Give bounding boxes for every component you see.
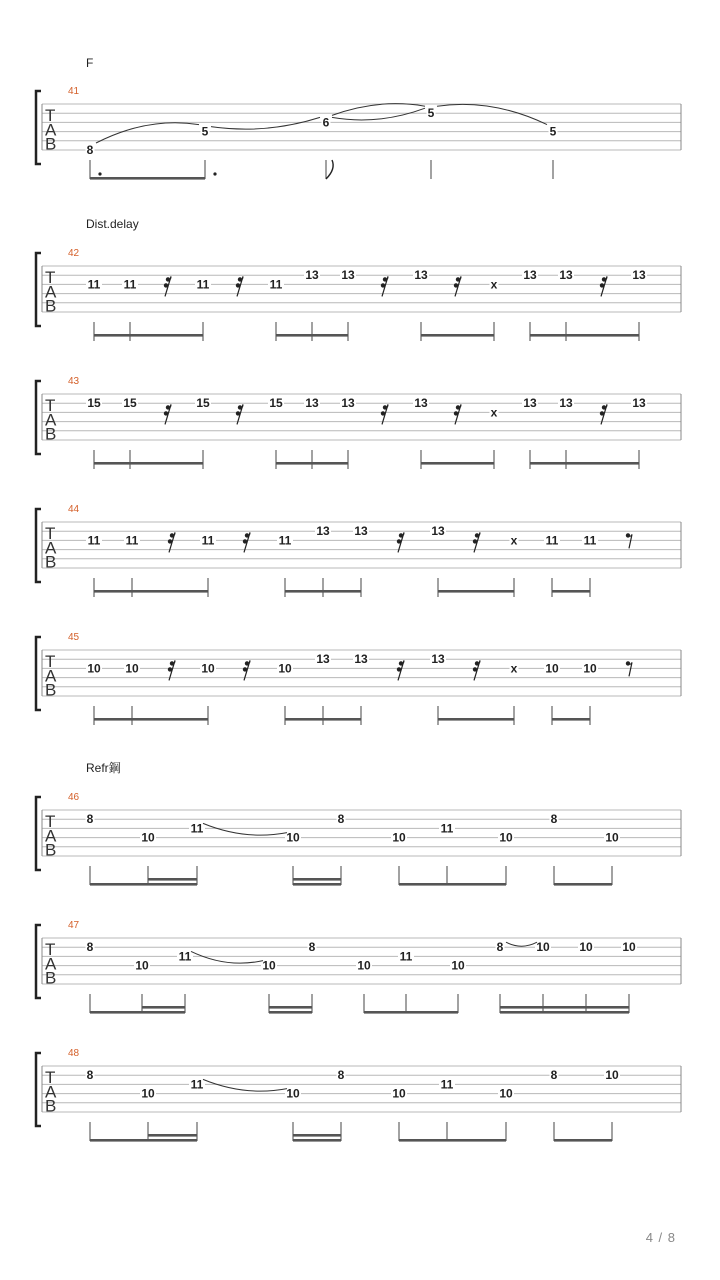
fret-number: 11 [87, 533, 101, 548]
beam [552, 590, 590, 593]
fret-number: 6 [322, 115, 330, 130]
beam [399, 1139, 506, 1142]
fret-number: 10 [605, 1068, 619, 1083]
tab-clef-letter: B [45, 134, 57, 154]
system-bracket [36, 925, 41, 998]
fret-number: 13 [316, 524, 330, 539]
fret-number: 10 [125, 661, 139, 676]
fret-number: 8 [86, 143, 94, 157]
fret-number: 13 [341, 268, 355, 283]
tab-clef-letter: B [45, 680, 57, 700]
tab-clef-letter: A [45, 538, 57, 558]
beam [530, 334, 639, 337]
tab-clef-letter: A [45, 1082, 57, 1102]
tab-system [36, 1048, 681, 1142]
fret-number: 10 [357, 958, 371, 973]
fret-number: 11 [440, 1077, 454, 1092]
system-bracket [36, 1053, 41, 1126]
tie-slur [506, 942, 537, 946]
tab-clef-letter: T [45, 268, 56, 287]
fret-number: 11 [125, 533, 139, 548]
note-flag [326, 160, 333, 179]
fret-number: 8 [550, 812, 558, 827]
fret-number: 13 [632, 268, 646, 283]
fret-number: 10 [536, 940, 550, 955]
tab-clef-letter: A [45, 120, 57, 140]
tab-clef-letter: A [45, 826, 57, 846]
fret-number: 5 [201, 124, 209, 139]
measure-number: 48 [68, 1048, 80, 1059]
beam [438, 718, 514, 721]
fret-number: 10 [135, 958, 149, 973]
fret-number: 15 [123, 396, 137, 411]
tab-clef-letter: T [45, 940, 56, 959]
beam [554, 883, 612, 886]
beam [148, 1134, 197, 1137]
fret-number: 13 [305, 396, 319, 411]
beam [269, 1011, 312, 1014]
fret-number: 8 [86, 812, 94, 827]
beam [552, 718, 590, 721]
fret-number: 10 [605, 830, 619, 845]
fret-number: 8 [337, 1068, 345, 1083]
fret-number: 15 [269, 396, 283, 411]
tab-clef-letter: B [45, 552, 57, 572]
page-number: 4 / 8 [645, 1230, 676, 1245]
beam [293, 1134, 341, 1137]
tab-clef-letter: B [45, 968, 57, 988]
fret-number: 10 [286, 830, 300, 845]
fret-number: 11 [87, 277, 101, 292]
fret-number: x [490, 405, 498, 420]
fret-number: 10 [141, 830, 155, 845]
beam [94, 718, 208, 721]
fret-number: 13 [632, 396, 646, 411]
beam [421, 334, 494, 337]
fret-number: 13 [431, 524, 445, 539]
tab-system [36, 217, 681, 341]
beam [142, 1006, 185, 1009]
system-bracket [36, 381, 41, 454]
tab-clef-letter: T [45, 106, 56, 125]
system-bracket [36, 91, 41, 164]
beam [500, 1011, 629, 1014]
measure-number: 47 [68, 920, 80, 931]
beam [90, 1139, 197, 1142]
fret-number: 8 [337, 812, 345, 827]
beam [293, 883, 341, 886]
tab-clef-letter: B [45, 840, 57, 860]
fret-number: 11 [278, 533, 292, 548]
dot [213, 172, 216, 175]
beam [530, 462, 639, 465]
fret-number: 8 [86, 940, 94, 955]
fret-number: 10 [392, 830, 406, 845]
section-label: Dist.delay [86, 217, 139, 231]
system-bracket [36, 253, 41, 326]
tab-system [36, 376, 681, 469]
fret-number: 13 [305, 268, 319, 283]
fret-number: 11 [196, 277, 210, 292]
tab-clef-letter: T [45, 1068, 56, 1087]
beam [364, 1011, 458, 1014]
section-label: F [86, 56, 94, 70]
tab-clef-letter: T [45, 652, 56, 671]
fret-number: 11 [545, 533, 559, 548]
tab-clef-letter: A [45, 282, 57, 302]
tie-slur [191, 951, 263, 963]
tie-slur [211, 117, 320, 129]
tab-clef-letter: B [45, 1096, 57, 1116]
fret-number: 10 [579, 940, 593, 955]
fret-number: 15 [87, 396, 101, 411]
tab-clef-letter: T [45, 396, 56, 415]
measure-number: 43 [68, 376, 80, 387]
fret-number: 10 [286, 1086, 300, 1101]
fret-number: 10 [87, 661, 101, 676]
beam [94, 334, 203, 337]
fret-number: 8 [86, 1068, 94, 1083]
fret-number: 13 [523, 396, 537, 411]
system-bracket [36, 509, 41, 582]
fret-number: 13 [523, 268, 537, 283]
beam [293, 878, 341, 881]
fret-number: 13 [431, 652, 445, 667]
fret-number: 13 [341, 396, 355, 411]
fret-number: 11 [269, 277, 283, 292]
measure-number: 42 [68, 248, 80, 259]
tab-system [36, 920, 681, 1014]
fret-number: 8 [308, 940, 316, 955]
tab-clef-letter: A [45, 954, 57, 974]
fret-number: 11 [123, 277, 137, 292]
beam [285, 718, 361, 721]
beam [500, 1006, 629, 1009]
fret-number: 10 [278, 661, 292, 676]
beam [285, 590, 361, 593]
measure-number: 46 [68, 792, 80, 803]
fret-number: 10 [201, 661, 215, 676]
fret-number: 10 [622, 940, 636, 955]
fret-number: 10 [141, 1086, 155, 1101]
fret-number: 8 [496, 940, 504, 955]
beam [148, 878, 197, 881]
fret-number: 10 [583, 661, 597, 676]
fret-number: 13 [559, 268, 573, 283]
beam [438, 590, 514, 593]
fret-number: x [490, 277, 498, 292]
tab-clef-letter: B [45, 424, 57, 444]
beam [421, 462, 494, 465]
fret-number: 5 [549, 124, 557, 139]
fret-number: 13 [414, 268, 428, 283]
section-label: Refr鋼 [86, 761, 121, 775]
tab-clef-letter: A [45, 410, 57, 430]
beam [399, 883, 506, 886]
fret-number: 11 [440, 821, 454, 836]
tab-system [36, 632, 681, 725]
fret-number: x [510, 533, 518, 548]
measure-number: 41 [68, 86, 80, 97]
fret-number: 11 [201, 533, 215, 548]
fret-number: 13 [316, 652, 330, 667]
tie-slur [203, 823, 287, 835]
fret-number: 11 [583, 533, 597, 548]
system-bracket [36, 637, 41, 710]
tie-slur [437, 104, 547, 124]
tie-slur [203, 1079, 287, 1091]
beam [90, 177, 205, 180]
tab-clef-letter: B [45, 296, 57, 316]
measure-number: 45 [68, 632, 80, 643]
tab-system [36, 504, 681, 597]
beam [90, 883, 197, 886]
beam [94, 590, 208, 593]
fret-number: 10 [451, 958, 465, 973]
fret-number: 11 [399, 949, 413, 964]
fret-number: 8 [550, 1068, 558, 1083]
beam [276, 334, 348, 337]
tab-system [36, 56, 681, 180]
fret-number: 13 [414, 396, 428, 411]
fret-number: 10 [499, 830, 513, 845]
beam [293, 1139, 341, 1142]
dot [98, 172, 101, 175]
fret-number: 15 [196, 396, 210, 411]
fret-number: 13 [559, 396, 573, 411]
tab-clef-letter: T [45, 524, 56, 543]
system-bracket [36, 797, 41, 870]
measure-number: 44 [68, 504, 80, 515]
fret-number: x [510, 661, 518, 676]
beam [94, 462, 203, 465]
beam [276, 462, 348, 465]
beam [554, 1139, 612, 1142]
fret-number: 10 [392, 1086, 406, 1101]
beam [269, 1006, 312, 1009]
tie-slur [96, 123, 199, 143]
fret-number: 5 [427, 106, 435, 121]
fret-number: 10 [499, 1086, 513, 1101]
beam [90, 1011, 185, 1014]
fret-number: 11 [190, 821, 204, 836]
tie-slur [332, 108, 425, 120]
fret-number: 13 [354, 524, 368, 539]
fret-number: 11 [190, 1077, 204, 1092]
fret-number: 11 [178, 949, 192, 964]
fret-number: 10 [262, 958, 276, 973]
tab-system [36, 761, 681, 886]
fret-number: 13 [354, 652, 368, 667]
tab-clef-letter: T [45, 812, 56, 831]
tab-clef-letter: A [45, 666, 57, 686]
fret-number: 10 [545, 661, 559, 676]
